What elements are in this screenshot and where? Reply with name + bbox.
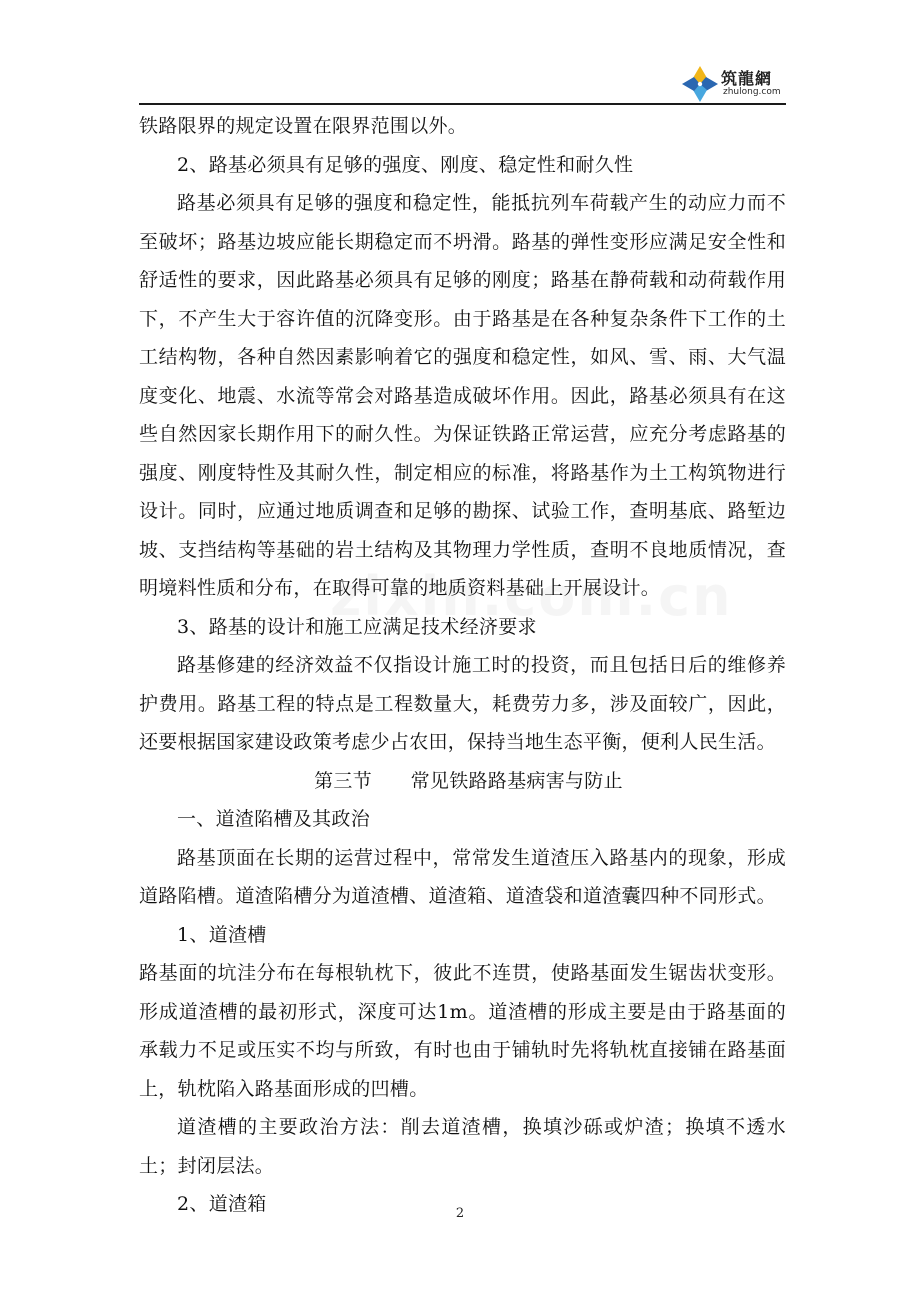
paragraph-economic-benefit: 路基修建的经济效益不仅指设计施工时的投资，而且包括日后的维修养护费用。路基工程的特点是工程数量大，耗费劳力多，涉及面较广，因此，还要根据国家建设政策考虑少占农田，保持当地生态平衡，便利人民生活。: [139, 654, 786, 753]
header-divider: [139, 103, 786, 105]
subheading-strength-stiffness: 2、路基必须具有足够的强度、刚度、稳定性和耐久性: [177, 153, 634, 176]
logo-english-text: zhulong.com: [723, 87, 781, 97]
zhulong-logo-icon: [680, 64, 720, 104]
subheading-ballast-pockets: 一、道渣陷槽及其政治: [177, 808, 371, 830]
logo-chinese-text: 筑龍網: [721, 69, 773, 88]
zhulong-logo[interactable]: [680, 62, 786, 106]
paragraph-ballast-pockets: 路基顶面在长期的运营过程中，常常发生道渣压入路基内的现象，形成道路陷槽。道渣陷槽分为道渣槽、道渣箱、道渣袋和道渣囊四种不同形式。: [139, 846, 786, 907]
subheading-technical-economic: 3、路基的设计和施工应满足技术经济要求: [177, 615, 537, 638]
paragraph-strength-stability: 路基必须具有足够的强度和稳定性，能抵抗列车荷载产生的动应力而不至破坏；路基边坡应能长期稳定而不坍滑。路基的弹性变形应满足安全性和舒适性的要求，因此路基必须具有足够的刚度；路基在静荷载和动荷载作用下，不产生大于容许值的沉降变形。由于路基是在各种复杂条件下工作的土工结构物，各种自然因素影响着它的强度和稳定性，如风、雪、雨、大气温度变化、地震、水流等常会对路基造成破坏作用。因此，路基必须具有在这些自然因家长期作用下的耐久性。为保证铁路正常运营，应充分考虑路基的强度、刚度特性及其耐久性，制定相应的标准，将路基作为土工构筑物进行设计。同时，应通过地质调查和足够的勘探、试验工作，查明基底、路堑边坡、支挡结构等基础的岩土结构及其物理力学性质，查明不良地质情况，查明境料性质和分布，在取得可靠的地质资料基础上开展设计。: [139, 192, 786, 599]
section-title: 第三节 常见铁路路基病害与防止: [314, 769, 623, 792]
page-number: 2: [455, 1206, 465, 1221]
paragraph-continuation: 铁路限界的规定设置在限界范围以外。: [139, 115, 468, 137]
subheading-ballast-trough: 1、道渣槽: [177, 923, 267, 946]
paragraph-trough-treatment: 道渣槽的主要政治方法：削去道渣槽，换填沙砾或炉渣；换填不透水土；封闭层法。: [139, 1116, 786, 1177]
subheading-ballast-box: 2、道渣箱: [177, 1193, 267, 1215]
paragraph-ballast-trough: 路基面的坑洼分布在每根轨枕下，彼此不连贯，使路基面发生锯齿状变形。形成道渣槽的最初形式，深度可达1m。道渣槽的形成主要是由于路基面的承载力不足或压实不均与所致，有时也由于铺轨时先将轨枕直接铺在路基面上，轨枕陷入路基面形成的凹槽。: [139, 962, 786, 1100]
document-body: [139, 107, 786, 1224]
